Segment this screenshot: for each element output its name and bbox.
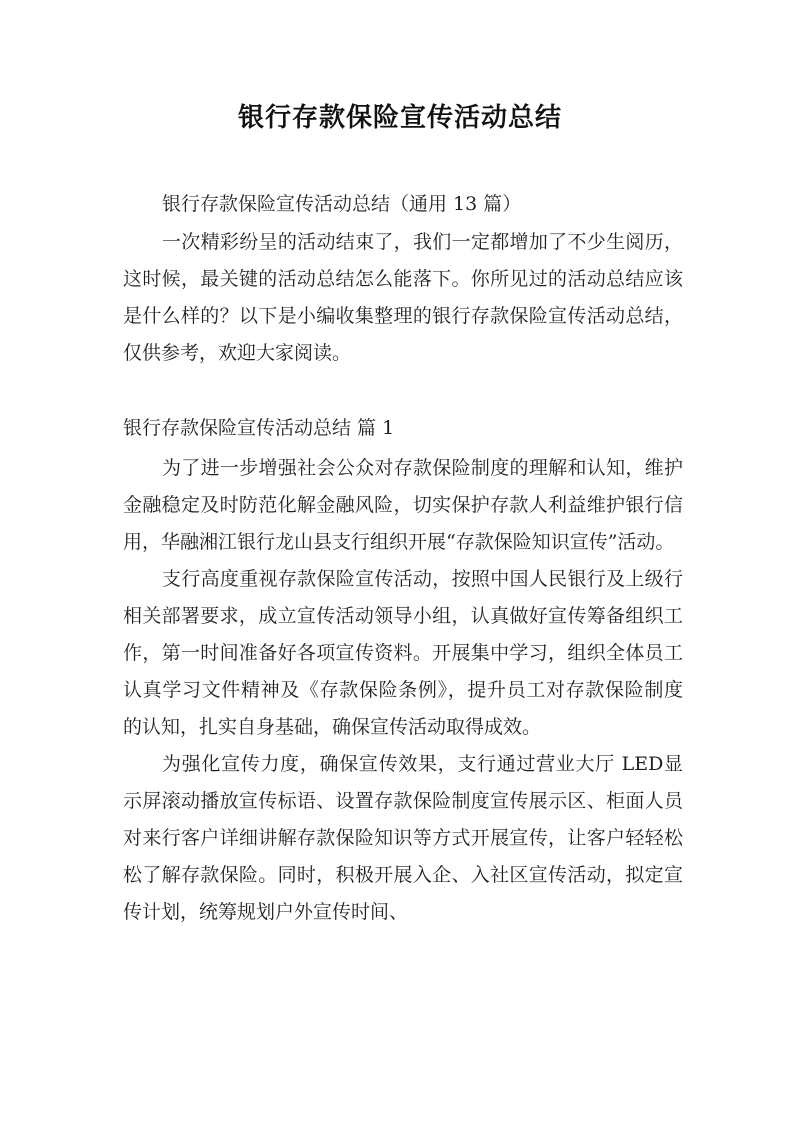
- section-body: [123, 450, 683, 931]
- section-heading: 银行存款保险宣传活动总结 篇 1: [123, 417, 395, 439]
- intro-paragraph: 一次精彩纷呈的活动结束了，我们一定都增加了不少生阅历，这时候，最关键的活动总结怎么能落下。你所见过的活动总结应该是什么样的？以下是小编收集整理的银行存款保险宣传活动总结，仅供参考，欢迎大家阅读。: [123, 231, 683, 364]
- document-title: 银行存款保险宣传活动总结: [237, 103, 562, 133]
- document-subtitle: 银行存款保险宣传活动总结（通用 13 篇）: [162, 193, 522, 215]
- section-paragraph-2: 支行高度重视存款保险宣传活动，按照中国人民银行及上级行相关部署要求，成立宣传活动领导小组，认真做好宣传筹备组织工作，第一时间准备好各项宣传资料。开展集中学习，组织全体员工认真学习文件精神及《存款保险条例》，提升员工对存款保险制度的认知，扎实自身基础，确保宣传活动取得成效。: [123, 568, 683, 738]
- section-paragraph-3: 为强化宣传力度，确保宣传效果，支行通过营业大厅 LED显示屏滚动播放宣传标语、设置存款保险制度宣传展示区、柜面人员对来行客户详细讲解存款保险知识等方式开展宣传，让客户轻轻松松了解存款保险。同时，积极开展入企、入社区宣传活动，拟定宣传计划，统筹规划户外宣传时间、: [123, 753, 683, 923]
- section-paragraph-1: 为了进一步增强社会公众对存款保险制度的理解和认知，维护金融稳定及时防范化解金融风险，切实保护存款人利益维护银行信用，华融湘江银行龙山县支行组织开展“存款保险知识宣传”活动。: [123, 457, 683, 553]
